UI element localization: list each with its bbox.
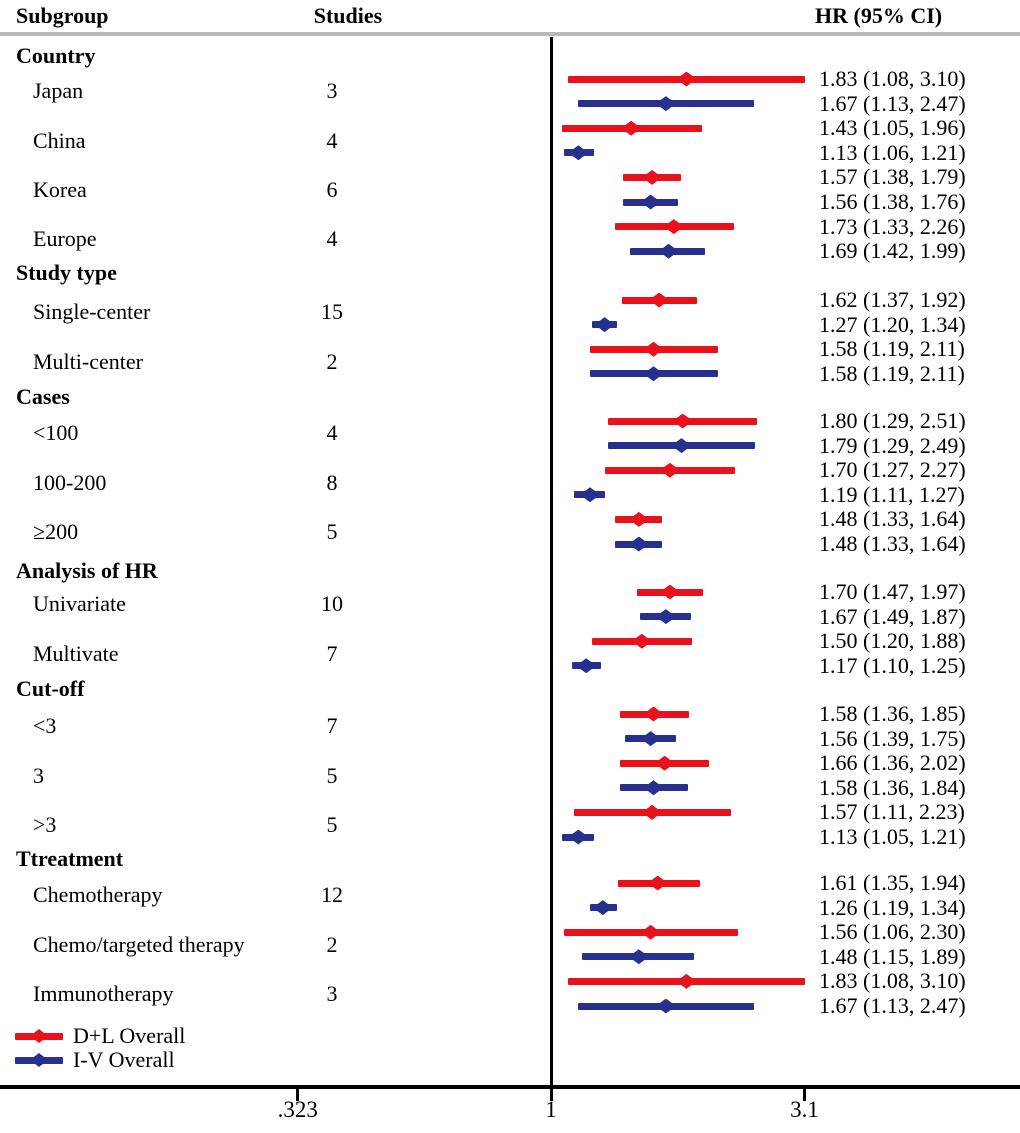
studies-count: 5 [326, 762, 338, 788]
studies-count: 4 [326, 225, 338, 251]
hr-ci-text-dl: 1.57 (1.38, 1.79) [819, 164, 966, 190]
row-label: Chemo/targeted therapy [33, 931, 245, 957]
studies-count: 2 [326, 348, 338, 374]
row-label: <100 [33, 420, 79, 446]
studies-count: 5 [326, 811, 338, 837]
row-label: <3 [33, 713, 57, 739]
legend-label: I-V Overall [73, 1047, 175, 1072]
x-axis-tick-label: 3.1 [790, 1097, 819, 1122]
point-estimate-diamond-dl [644, 707, 664, 722]
hr-ci-text-dl: 1.48 (1.33, 1.64) [819, 506, 966, 532]
studies-count: 2 [326, 931, 338, 957]
section-header: Ttreatment [16, 846, 124, 871]
point-estimate-diamond-dl [641, 925, 661, 940]
hr-ci-text-iv: 1.17 (1.10, 1.25) [819, 652, 966, 678]
point-estimate-diamond-dl [629, 512, 649, 527]
hr-ci-text-dl: 1.83 (1.08, 3.10) [819, 66, 966, 91]
row-label: 3 [33, 762, 44, 788]
hr-ci-text-dl: 1.83 (1.08, 3.10) [819, 968, 966, 994]
hr-ci-text-dl: 1.50 (1.20, 1.88) [819, 628, 966, 654]
hr-ci-text-dl: 1.62 (1.37, 1.92) [819, 287, 966, 312]
hr-ci-text-iv: 1.48 (1.15, 1.89) [819, 943, 966, 969]
point-estimate-diamond-dl [664, 219, 684, 234]
point-estimate-diamond-dl [648, 876, 668, 891]
hr-ci-text-dl: 1.66 (1.36, 2.02) [819, 750, 966, 776]
studies-count: 3 [326, 980, 338, 1006]
point-estimate-diamond-dl [649, 293, 669, 308]
hr-ci-text-iv: 1.56 (1.39, 1.75) [819, 725, 966, 751]
section-header: Cut-off [16, 676, 85, 701]
point-estimate-diamond-iv [576, 658, 596, 673]
point-estimate-diamond-iv [595, 317, 615, 332]
hr-ci-text-dl: 1.70 (1.47, 1.97) [819, 579, 966, 604]
point-estimate-diamond-dl [655, 756, 675, 771]
row-label: Chemotherapy [33, 882, 163, 908]
hr-ci-text-iv: 1.48 (1.33, 1.64) [819, 531, 966, 556]
hr-ci-text-iv: 1.13 (1.05, 1.21) [819, 824, 966, 849]
point-estimate-diamond-iv [656, 96, 676, 111]
hr-ci-text-iv: 1.56 (1.38, 1.76) [819, 189, 966, 214]
column-header-hr-ci: HR (95% CI) [815, 3, 943, 28]
point-estimate-diamond-iv [641, 195, 661, 210]
hr-ci-text-iv: 1.13 (1.06, 1.21) [819, 139, 966, 165]
row-label: Europe [33, 225, 97, 251]
row-label: >3 [33, 811, 57, 837]
hr-ci-text-iv: 1.26 (1.19, 1.34) [819, 894, 966, 920]
row-label: ≥200 [33, 518, 79, 544]
section-header: Cases [16, 384, 70, 409]
row-label: 100-200 [33, 469, 107, 495]
point-estimate-diamond-iv [593, 900, 613, 915]
point-estimate-diamond-iv [629, 537, 649, 552]
hr-ci-text-dl: 1.70 (1.27, 2.27) [819, 457, 966, 483]
row-label: Japan [33, 78, 84, 104]
point-estimate-diamond-dl [660, 463, 680, 478]
row-label: Multi-center [33, 348, 143, 374]
hr-ci-text-dl: 1.80 (1.29, 2.51) [819, 408, 966, 433]
studies-count: 10 [321, 591, 343, 617]
section-header: Country [16, 43, 96, 68]
hr-ci-text-dl: 1.58 (1.36, 1.85) [819, 701, 966, 726]
point-estimate-diamond-dl [632, 634, 652, 649]
point-estimate-diamond-dl [660, 585, 680, 600]
section-header: Analysis of HR [16, 558, 158, 583]
point-estimate-diamond-iv [629, 949, 649, 964]
row-label: Single-center [33, 299, 151, 325]
hr-ci-text-iv: 1.67 (1.49, 1.87) [819, 603, 966, 629]
point-estimate-diamond-iv [644, 780, 664, 795]
studies-count: 12 [321, 882, 343, 908]
section-header: Study type [16, 260, 117, 285]
hr-ci-text-dl: 1.57 (1.11, 2.23) [819, 799, 965, 825]
studies-count: 8 [326, 469, 338, 495]
studies-count: 4 [326, 420, 338, 446]
hr-ci-text-iv: 1.19 (1.11, 1.27) [819, 481, 965, 507]
studies-count: 6 [326, 176, 338, 202]
point-estimate-diamond-dl [621, 121, 641, 136]
point-estimate-diamond-iv [644, 366, 664, 381]
hr-ci-text-dl: 1.43 (1.05, 1.96) [819, 115, 966, 141]
studies-count: 5 [326, 518, 338, 544]
point-estimate-diamond-dl [673, 414, 693, 429]
legend-diamond-icon [30, 1053, 48, 1067]
column-header-studies: Studies [313, 3, 383, 28]
x-axis-tick-label: .323 [277, 1097, 318, 1122]
point-estimate-diamond-iv [568, 830, 588, 845]
reference-line-hr-1 [550, 37, 553, 1101]
hr-ci-text-iv: 1.67 (1.13, 2.47) [819, 90, 966, 116]
hr-ci-text-dl: 1.56 (1.06, 2.30) [819, 919, 966, 945]
row-label: China [33, 127, 86, 153]
studies-count: 4 [326, 127, 338, 153]
hr-ci-text-dl: 1.58 (1.19, 2.11) [819, 336, 965, 362]
point-estimate-diamond-iv [659, 244, 679, 259]
studies-count: 7 [326, 640, 338, 666]
row-label: Multivate [33, 640, 119, 666]
point-estimate-diamond-dl [644, 342, 664, 357]
hr-ci-text-iv: 1.58 (1.36, 1.84) [819, 774, 966, 800]
header-separator-line [0, 32, 1020, 36]
hr-ci-text-dl: 1.61 (1.35, 1.94) [819, 870, 966, 895]
point-estimate-diamond-dl [676, 974, 696, 989]
point-estimate-diamond-dl [642, 805, 662, 820]
row-label: Univariate [33, 591, 126, 617]
point-estimate-diamond-iv [656, 999, 676, 1014]
point-estimate-diamond-dl [642, 170, 662, 185]
point-estimate-diamond-iv [671, 438, 691, 453]
point-estimate-diamond-iv [568, 145, 588, 160]
studies-count: 15 [321, 299, 343, 325]
point-estimate-diamond-iv [641, 731, 661, 746]
row-label: Korea [33, 176, 87, 202]
hr-ci-text-dl: 1.73 (1.33, 2.26) [819, 213, 966, 239]
point-estimate-diamond-iv [580, 487, 600, 502]
legend-label: D+L Overall [73, 1023, 186, 1048]
studies-count: 3 [326, 78, 338, 104]
x-axis-line [0, 1085, 1020, 1089]
hr-ci-text-iv: 1.27 (1.20, 1.34) [819, 311, 966, 337]
point-estimate-diamond-dl [676, 72, 696, 87]
point-estimate-diamond-iv [656, 609, 676, 624]
studies-count: 7 [326, 713, 338, 739]
x-axis-tick-label: 1 [545, 1097, 557, 1122]
hr-ci-text-iv: 1.67 (1.13, 2.47) [819, 993, 966, 1018]
hr-ci-text-iv: 1.79 (1.29, 2.49) [819, 432, 966, 458]
hr-ci-text-iv: 1.58 (1.19, 2.11) [819, 360, 965, 386]
column-header-subgroup: Subgroup [16, 3, 109, 28]
hr-ci-text-iv: 1.69 (1.42, 1.99) [819, 238, 966, 264]
row-label: Immunotherapy [33, 980, 174, 1006]
legend-diamond-icon [30, 1029, 48, 1043]
